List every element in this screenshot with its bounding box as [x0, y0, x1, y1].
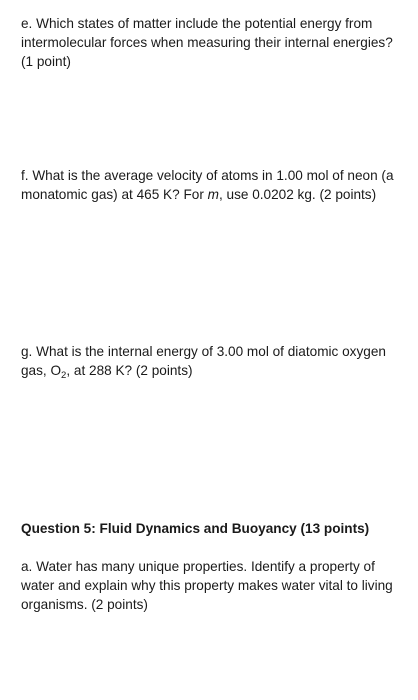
question-5a-line-2: water and explain why this property makes water vital to living — [21, 578, 393, 593]
question-f-line-2 — [21, 185, 401, 204]
question-e-line-1: e. Which states of matter include the potential energy from — [21, 16, 373, 31]
question-5a-line-1: a. Water has many unique properties. Identify a property of — [21, 559, 375, 574]
question-5a-line-3: organisms. (2 points) — [21, 597, 148, 612]
question-e — [21, 14, 401, 71]
question-g-text-part-2: , at 288 K? (2 points) — [66, 363, 193, 378]
question-f — [21, 166, 401, 204]
question-g-line-1: g. What is the internal energy of 3.00 mol of diatomic oxygen — [21, 344, 386, 359]
question-f-text-part-2: , use 0.0202 kg. (2 points) — [218, 187, 377, 202]
question-g-line-2 — [21, 361, 401, 380]
question-5a — [21, 557, 401, 614]
question-e-line-3: (1 point) — [21, 54, 71, 69]
section-title: Question 5: Fluid Dynamics and Buoyancy (13 points) — [21, 521, 370, 536]
question-e-line-2: intermolecular forces when measuring their internal energies? — [21, 35, 393, 50]
question-f-text-part-1: monatomic gas) at 465 K? For — [21, 187, 208, 202]
mass-variable: m — [207, 187, 219, 202]
question-g-text-part-1: gas, O — [21, 363, 62, 378]
oxygen-subscript: 2 — [61, 370, 67, 381]
question-g — [21, 342, 401, 380]
question-f-line-1: f. What is the average velocity of atoms in 1.00 mol of neon (a — [21, 168, 394, 183]
